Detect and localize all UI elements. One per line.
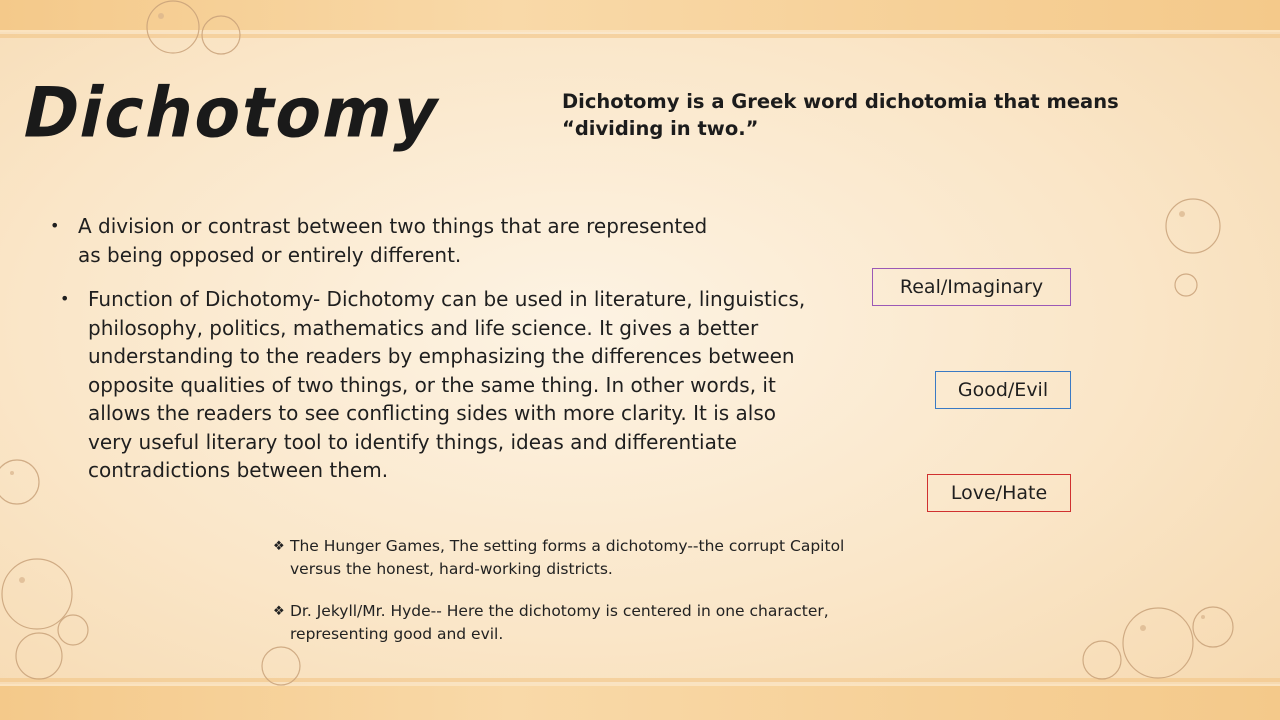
slide-title: Dichotomy xyxy=(15,72,449,154)
bullet-text: A division or contrast between two things that are represented as being opposed or entirely different. xyxy=(78,214,708,267)
bubble-circle xyxy=(2,559,72,629)
bullet-function xyxy=(60,285,808,485)
bullet-marker: • xyxy=(60,289,70,308)
tag-good-evil: Good/Evil xyxy=(935,371,1071,409)
bubble-circle xyxy=(1175,274,1197,296)
bubble-circle xyxy=(202,16,240,54)
bubble-circle xyxy=(1166,199,1220,253)
example-jekyll-hyde xyxy=(273,600,850,646)
bubble-circle xyxy=(1193,607,1233,647)
definition-text: Dichotomy is a Greek word dichotomia that means “dividing in two.” xyxy=(562,90,1119,140)
bubble-highlight xyxy=(1140,625,1146,631)
bubble-highlight xyxy=(1201,615,1205,619)
bullet-marker: • xyxy=(50,216,60,235)
example-text: The Hunger Games, The setting forms a dichotomy--the corrupt Capitol versus the honest, hard-working districts. xyxy=(290,537,845,578)
bullet-definition xyxy=(50,212,718,269)
bullet-text: Function of Dichotomy- Dichotomy can be used in literature, linguistics, philosophy, politics, mathematics and life science. It gives a better understanding to the readers by emphasizing the differences between opposite qualities of two things, or the same thing. In other words, it allows the readers to see conflicting sides with more clarity. It is also very useful literary tool to identify things, ideas and differentiate contradictions between them. xyxy=(88,287,806,482)
tag-real-imaginary: Real/Imaginary xyxy=(872,268,1071,306)
bubble-highlight xyxy=(19,577,25,583)
bubble-circle xyxy=(0,460,39,504)
bubble-highlight xyxy=(158,13,164,19)
bubble-circle xyxy=(1083,641,1121,679)
bubble-highlight xyxy=(10,471,14,475)
bubble-circle xyxy=(58,615,88,645)
example-text: Dr. Jekyll/Mr. Hyde-- Here the dichotomy is centered in one character, representing good and evil. xyxy=(290,602,829,643)
bubble-highlight xyxy=(1179,211,1185,217)
bubble-circle xyxy=(1123,608,1193,678)
diamond-bullet-icon: ❖ xyxy=(273,539,285,554)
example-hunger-games xyxy=(273,535,880,581)
bubble-circle xyxy=(147,1,199,53)
bubble-circle xyxy=(16,633,62,679)
bubble-circle xyxy=(262,647,300,685)
tag-love-hate: Love/Hate xyxy=(927,474,1071,512)
diamond-bullet-icon: ❖ xyxy=(273,604,285,619)
